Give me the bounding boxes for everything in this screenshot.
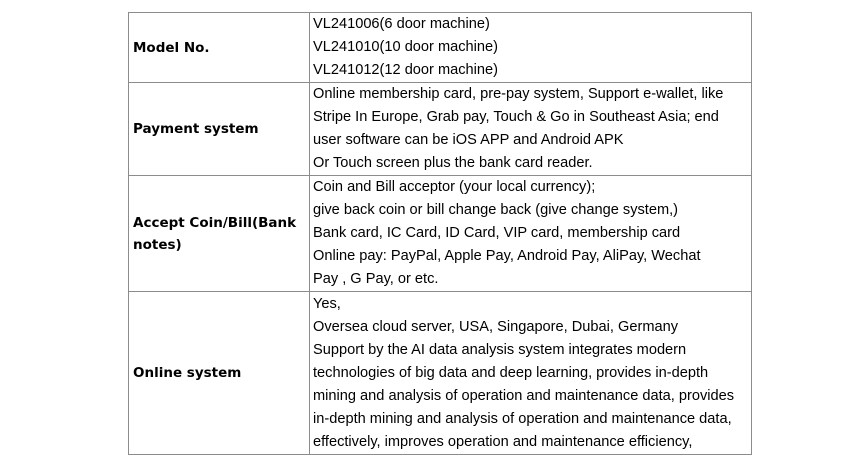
value-line: Support by the AI data analysis system integrates modern <box>313 341 687 358</box>
table-row <box>129 13 752 83</box>
row-value <box>310 13 752 83</box>
value-line: Pay , G Pay, or etc. <box>313 271 439 287</box>
table-row <box>129 292 752 455</box>
value-line: effectively, improves operation and maintenance efficiency, <box>313 433 693 450</box>
table-row <box>129 83 752 176</box>
row-label: Accept Coin/Bill(Bank notes) <box>129 176 310 292</box>
value-line: VL241012(12 door machine) <box>313 62 498 78</box>
value-line: VL241010(10 door machine) <box>313 39 498 55</box>
value-line: VL241006(6 door machine) <box>313 16 490 32</box>
spec-table <box>128 12 752 455</box>
value-line: in-depth mining and analysis of operation and maintenance data, <box>313 410 732 427</box>
table-row <box>129 176 752 292</box>
value-line: give back coin or bill change back (give change system,) <box>313 202 679 218</box>
row-label: Online system <box>129 292 310 455</box>
value-line: Yes, <box>313 295 341 312</box>
row-value <box>310 292 752 455</box>
value-line: Stripe In Europe, Grab pay, Touch & Go in Southeast Asia; end <box>313 109 719 125</box>
value-line: Online pay: PayPal, Apple Pay, Android Pay, AliPay, Wechat <box>313 248 701 264</box>
row-label: Payment system <box>129 83 310 176</box>
row-label: Model No. <box>129 13 310 83</box>
value-line: Oversea cloud server, USA, Singapore, Dubai, Germany <box>313 318 679 335</box>
row-value <box>310 176 752 292</box>
value-line: technologies of big data and deep learning, provides in-depth <box>313 364 709 381</box>
value-line: Or Touch screen plus the bank card reader. <box>313 155 593 171</box>
value-line: user software can be iOS APP and Android APK <box>313 132 624 148</box>
value-line: mining and analysis of operation and maintenance data, provides <box>313 387 735 404</box>
value-line: Coin and Bill acceptor (your local currency); <box>313 179 596 195</box>
value-line: Bank card, IC Card, ID Card, VIP card, membership card <box>313 225 681 241</box>
row-value <box>310 83 752 176</box>
value-line: Online membership card, pre-pay system, Support e-wallet, like <box>313 86 724 102</box>
